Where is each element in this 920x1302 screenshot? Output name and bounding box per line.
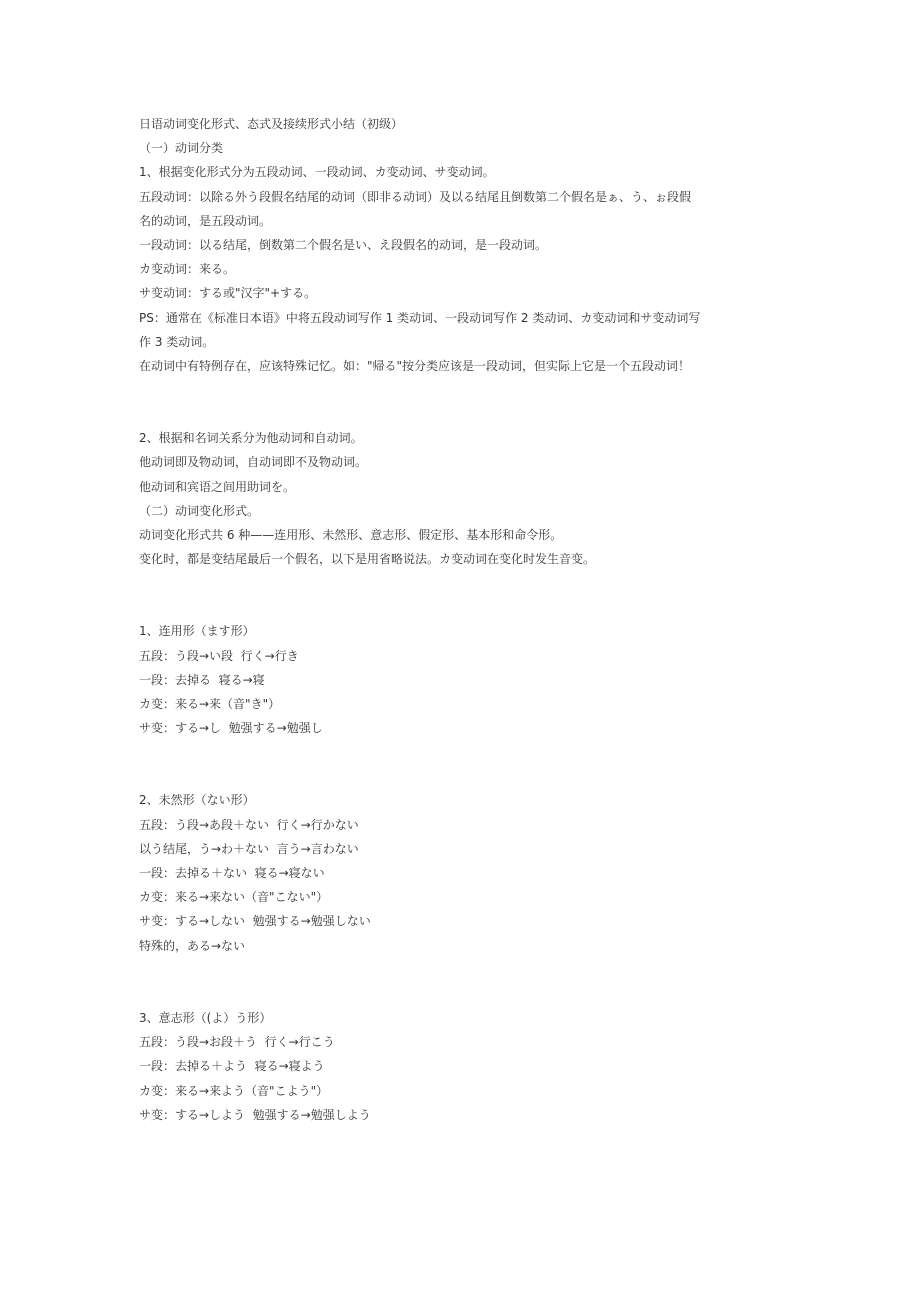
- paragraph-line: 2、根据和名词关系分为他动词和自动词。: [139, 431, 363, 446]
- paragraph-line: 在动词中有特例存在，应该特殊记忆。如："帰る"按分类应该是一段动词，但实际上它是一个五段动词！: [139, 359, 691, 374]
- subsection-heading: 1、连用形（ます形）: [139, 624, 255, 639]
- document-body: [139, 112, 789, 1127]
- paragraph-line: 五段：う段→お段＋う 行く→行こう: [139, 1035, 335, 1050]
- paragraph-line: 1、根据变化形式分为五段动词、一段动词、カ变动词、サ变动词。: [139, 165, 495, 180]
- paragraph-line: 他动词和宾语之间用助词を。: [139, 479, 296, 494]
- paragraph-line: サ变：する→しない 勉强する→勉强しない: [139, 914, 371, 929]
- paragraph-line: 五段动词：以除る外う段假名结尾的动词（即非る动词）及以る结尾且倒数第二个假名是ぁ、う、ぉ段假: [139, 189, 692, 204]
- paragraph-line: 一段动词：以る结尾，倒数第二个假名是い、え段假名的动词，是一段动词。: [139, 238, 548, 253]
- paragraph-line: 以う结尾，う→わ＋ない 言う→言わない: [139, 841, 359, 856]
- paragraph-line: 变化时，都是变结尾最后一个假名，以下是用省略说法。カ变动词在变化时发生音变。: [139, 552, 596, 567]
- paragraph-line: サ变：する→し 勉强する→勉强し: [139, 721, 323, 736]
- document-title: 日语动词变化形式、态式及接续形式小结（初级）: [139, 117, 404, 131]
- paragraph-line: 特殊的，ある→ない: [139, 938, 246, 953]
- section-gap: [139, 740, 789, 788]
- paragraph-line: カ变：来る→来ない（音"こない"）: [139, 890, 329, 905]
- section-gap: [139, 958, 789, 1006]
- section-heading: （一）动词分类: [139, 141, 224, 156]
- paragraph-line: 他动词即及物动词，自动词即不及物动词。: [139, 455, 368, 470]
- subsection-heading: 2、未然形（ない形）: [139, 793, 255, 808]
- paragraph-line: 五段：う段→あ段＋ない 行く→行かない: [139, 817, 359, 832]
- paragraph-line: カ变动词：来る。: [139, 262, 236, 277]
- paragraph-line: 作 3 类动词。: [139, 334, 215, 349]
- section-heading: （二）动词变化形式。: [139, 503, 260, 518]
- paragraph-line: 名的动词，是五段动词。: [139, 213, 272, 228]
- paragraph-line: カ变：来る→来よう（音"こよう"）: [139, 1083, 329, 1098]
- paragraph-line: 五段：う段→い段 行く→行き: [139, 648, 299, 663]
- paragraph-line: PS：通常在《标准日本语》中将五段动词写作 1 类动词、一段动词写作 2 类动词、カ变动词和サ变动词写: [139, 310, 701, 325]
- paragraph-line: カ变：来る→来（音"き"）: [139, 697, 281, 712]
- paragraph-line: 一段：去掉る＋よう 寝る→寝よう: [139, 1059, 325, 1074]
- paragraph-line: サ变：する→しよう 勉强する→勉强しよう: [139, 1107, 371, 1122]
- section-gap: [139, 378, 789, 426]
- paragraph-line: 动词变化形式共 6 种——连用形、未然形、意志形、假定形、基本形和命令形。: [139, 528, 563, 543]
- paragraph-line: 一段：去掉る＋ない 寝る→寝ない: [139, 866, 325, 881]
- section-gap: [139, 571, 789, 619]
- paragraph-line: 一段：去掉る 寝る→寝: [139, 672, 265, 687]
- paragraph-line: サ变动词：する或"汉字"+する。: [139, 286, 317, 301]
- subsection-heading: 3、意志形（(よ）う形）: [139, 1010, 272, 1025]
